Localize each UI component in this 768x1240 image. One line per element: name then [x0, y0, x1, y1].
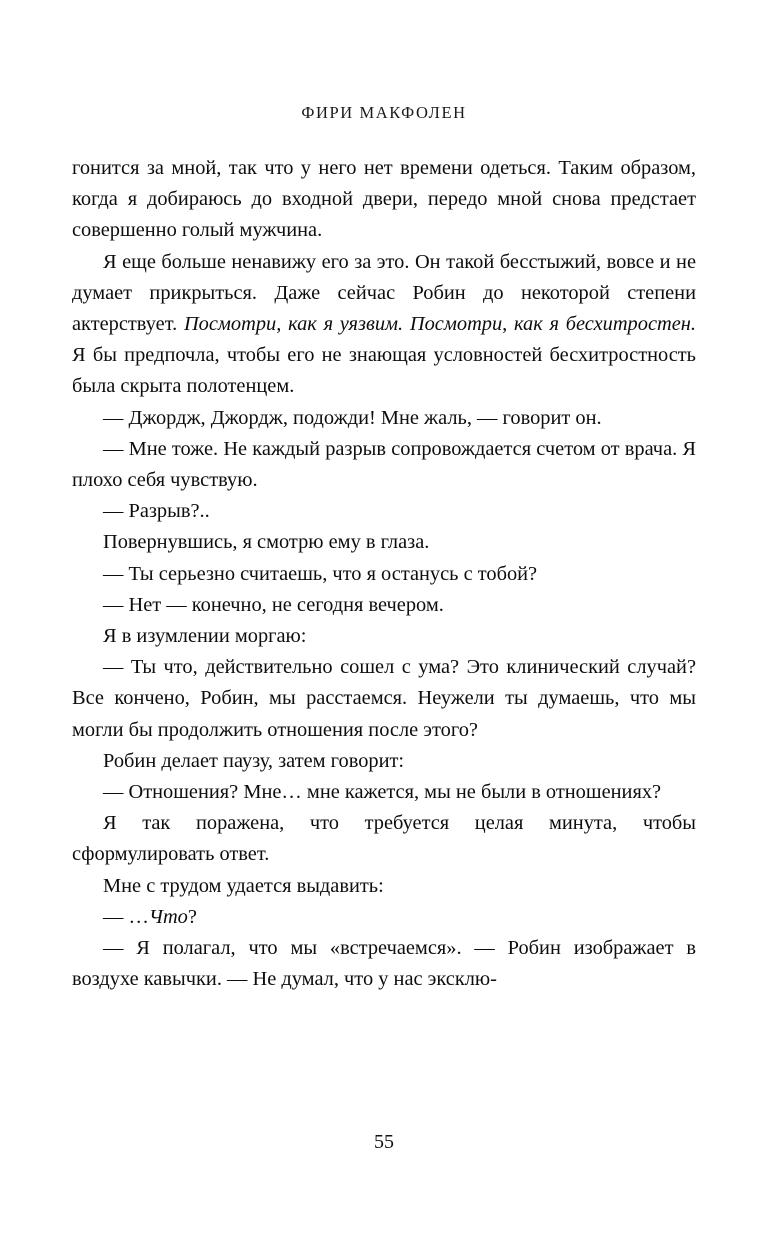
- text-run: ?: [187, 905, 197, 928]
- paragraph: [72, 902, 696, 933]
- text-run: — Я полагал, что мы «встречаемся». — Робин изображает в воздухе кавычки. — Не думал, что у нас эксклю-: [72, 937, 696, 991]
- page-number: 55: [374, 1131, 394, 1153]
- paragraph: [72, 434, 696, 496]
- text-run: Я бы предпочла, чтобы его не знающая условностей бесхитростность была скрыта полотенцем.: [72, 344, 696, 398]
- text-run: Я так поражена, что требуется целая минута, чтобы сформулировать ответ.: [72, 812, 696, 866]
- text-run: — Разрыв?..: [103, 500, 210, 523]
- text-run: Я еще больше ненавижу его за это. Он такой бесстыжий, вовсе и не думает прикрыться. Даже сейчас Робин до некоторой степени актерствует.: [72, 250, 696, 336]
- text-run: — Ты что, действительно сошел с ума? Это клинический случай? Все кончено, Робин, мы расстаемся. Неужели ты думаешь, что мы могли бы продолжить отношения после этого?: [72, 656, 696, 741]
- paragraph: [72, 777, 696, 808]
- text-run: гонится за мной, так что у него нет времени одеться. Таким образом, когда я добираюсь до входной двери, передо мной снова предстает совершенно голый мужчина.: [72, 157, 696, 242]
- text-run: — Джордж, Джордж, подожди! Мне жаль, — говорит он.: [103, 406, 602, 429]
- body-text: [0, 123, 768, 995]
- paragraph: [72, 871, 696, 902]
- paragraph: [72, 496, 696, 527]
- paragraph: [72, 559, 696, 590]
- text-run: — Мне тоже. Не каждый разрыв сопровождается счетом от врача. Я плохо себя чувствую.: [72, 437, 696, 492]
- text-run: Я в изумлении моргаю:: [103, 625, 307, 648]
- paragraph: [72, 153, 696, 247]
- paragraph: [72, 746, 696, 777]
- paragraph: [72, 403, 696, 434]
- text-run: Повернувшись, я смотрю ему в глаза.: [103, 531, 430, 554]
- paragraph: [72, 527, 696, 558]
- paragraph: [72, 621, 696, 652]
- text-run: — …: [103, 905, 149, 928]
- paragraph: [72, 933, 696, 995]
- paragraph: [72, 247, 696, 403]
- text-run: — Ты серьезно считаешь, что я останусь с тобой?: [103, 562, 538, 585]
- paragraph: [72, 808, 696, 870]
- text-run: — Отношения? Мне… мне кажется, мы не были в отношениях?: [103, 781, 662, 804]
- text-run: — Нет — конечно, не сегодня вечером.: [103, 593, 444, 616]
- paragraph: [72, 652, 696, 746]
- emphasis-text: Что: [148, 905, 188, 928]
- text-run: Мне с трудом удается выдавить:: [103, 874, 384, 897]
- paragraph: [72, 590, 696, 621]
- emphasis-text: Посмотри, как я уязвим. Посмотри, как я бесхитростен.: [183, 313, 696, 336]
- text-run: Робин делает паузу, затем говорит:: [103, 749, 405, 772]
- running-head: ФИРИ МАКФОЛЕН: [301, 103, 467, 122]
